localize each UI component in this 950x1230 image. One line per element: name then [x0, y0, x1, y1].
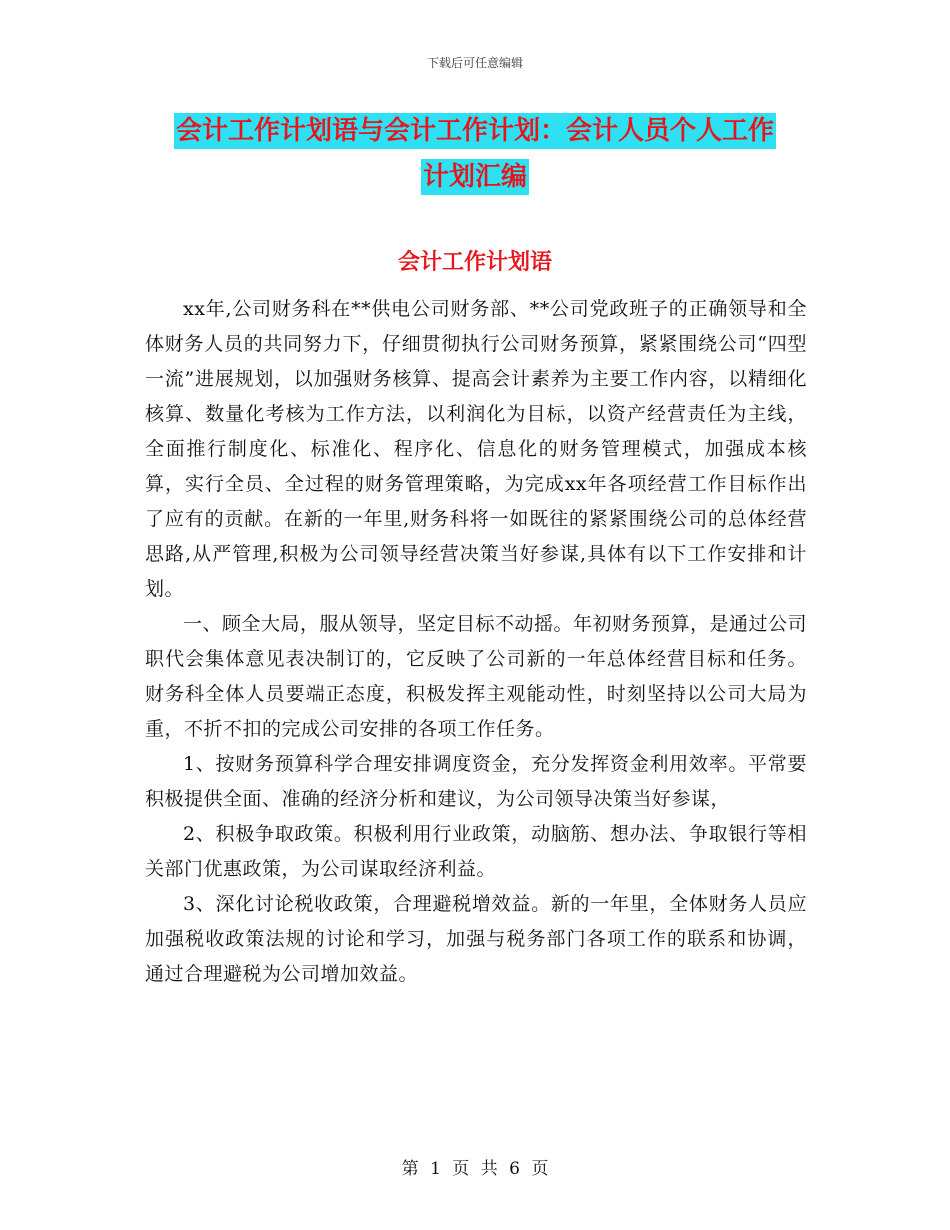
paragraph: 3、深化讨论税收政策，合理避税增效益。新的一年里，全体财务人员应加强税收政策法规的讨论和学习，加强与税务部门各项工作的联系和协调，通过合理避税为公司增加效益。 [145, 893, 807, 985]
paragraph: xx年,公司财务科在**供电公司财务部、**公司党政班子的正确领导和全体财务人员的共同努力下，仔细贯彻执行公司财务预算，紧紧围绕公司“四型一流”进展规划，以加强财务核算、提高会计素养为主要工作内容，以精细化核算、数量化考核为工作方法，以利润化为目标，以资产经营责任为主线，全面推行制度化、标准化、程序化、信息化的财务管理模式，加强成本核算，实行全员、全过程的财务管理策略，为完成xx年各项经营工作目标作出了应有的贡献。在新的一年里,财务科将一如既往的紧紧围绕公司的总体经营思路,从严管理,积极为公司领导经营决策当好参谋,具体有以下工作安排和计划。 [145, 298, 807, 600]
section-title: 会计工作计划语 [397, 249, 552, 275]
header-note: 下载后可任意编辑 [426, 56, 523, 70]
paragraph: 1、按财务预算科学合理安排调度资金，充分发挥资金利用效率。平常要积极提供全面、准确的经济分析和建议，为公司领导决策当好参谋， [145, 753, 807, 810]
paragraph: 一、顾全大局，服从领导，坚定目标不动摇。年初财务预算，是通过公司职代会集体意见表决制订的，它反映了公司新的一年总体经营目标和任务。财务科全体人员要端正态度，积极发挥主观能动性，时刻坚持以公司大局为重，不折不扣的完成公司安排的各项工作任务。 [145, 613, 808, 740]
document-body [145, 292, 807, 992]
document-title-line1: 会计工作计划语与会计工作计划：会计人员个人工作 [174, 113, 776, 149]
document-title-line2: 计划汇编 [421, 159, 529, 195]
paragraph: 2、积极争取政策。积极利用行业政策，动脑筋、想办法、争取银行等相关部门优惠政策，为公司谋取经济利益。 [145, 823, 807, 880]
page-footer: 第 1 页 共 6 页 [401, 1159, 549, 1179]
document-title [145, 108, 805, 200]
